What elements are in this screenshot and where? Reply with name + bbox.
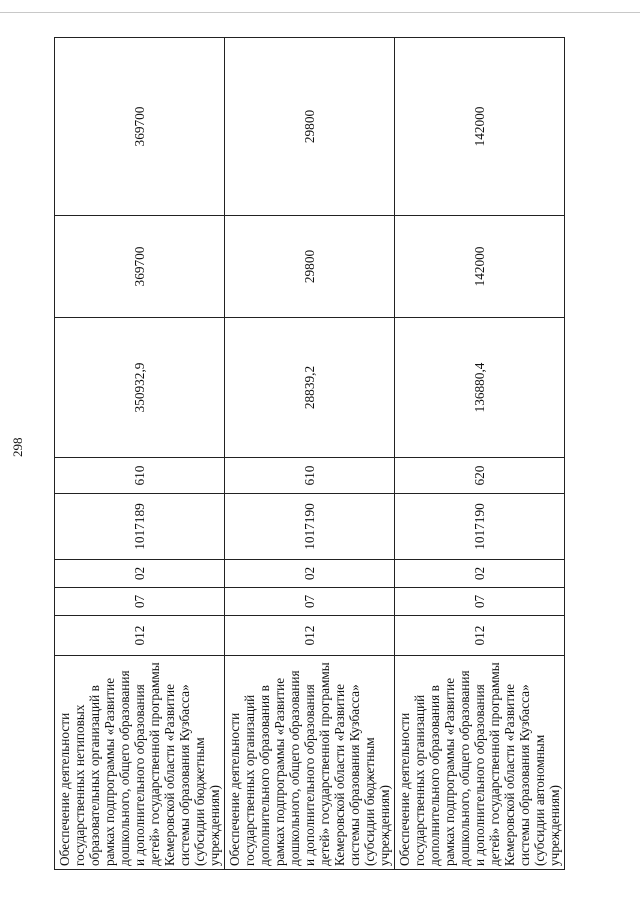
target-article-code: 1017189 [55, 494, 225, 560]
budget-table [54, 37, 565, 870]
ministry-code: 012 [395, 616, 565, 656]
expense-type-code: 610 [225, 458, 395, 494]
expense-type-code: 620 [395, 458, 565, 494]
section-code: 07 [225, 588, 395, 616]
expense-description: Обеспечение деятельности государственных нетиповых образовательных организаций в рамках подпрограммы «Развитие дошкольного, общего образования и дополнительного образования детей» государственной программы Кемеровской области «Развитие системы образования Кузбасса» (субсидии бюджетным учреждениям) [55, 656, 225, 870]
ministry-code: 012 [225, 616, 395, 656]
section-code: 07 [395, 588, 565, 616]
expense-description: Обеспечение деятельности государственных организаций дополнительного образования в рамках подпрограммы «Развитие дошкольного, общего образования и дополнительного образования детей» государственной программы Кемеровской области «Развитие системы образования Кузбасса» (субсидии автономным учреждениям) [395, 656, 565, 870]
expense-description: Обеспечение деятельности государственных организаций дополнительного образования в рамках подпрограммы «Развитие дошкольного, общего образования и дополнительного образования детей» государственной программы Кемеровской области «Развитие системы образования Кузбасса» (субсидии бюджетным учреждениям) [225, 656, 395, 870]
amount-year-2: 29800 [225, 216, 395, 318]
expense-type-code: 610 [55, 458, 225, 494]
table-row [225, 38, 395, 870]
amount-year-3: 369700 [55, 38, 225, 216]
amount-year-3: 142000 [395, 38, 565, 216]
section-code: 07 [55, 588, 225, 616]
table-row [55, 38, 225, 870]
target-article-code: 1017190 [395, 494, 565, 560]
amount-year-3: 29800 [225, 38, 395, 216]
subsection-code: 02 [225, 560, 395, 588]
target-article-code: 1017190 [225, 494, 395, 560]
amount-year-1: 136880,4 [395, 318, 565, 458]
subsection-code: 02 [55, 560, 225, 588]
ministry-code: 012 [55, 616, 225, 656]
amount-year-1: 350932,9 [55, 318, 225, 458]
budget-table-rotated [54, 38, 562, 870]
table-row [395, 38, 565, 870]
page-number: 298 [10, 437, 25, 457]
subsection-code: 02 [395, 560, 565, 588]
amount-year-2: 369700 [55, 216, 225, 318]
scan-edge-line [0, 12, 640, 13]
amount-year-1: 28839,2 [225, 318, 395, 458]
amount-year-2: 142000 [395, 216, 565, 318]
